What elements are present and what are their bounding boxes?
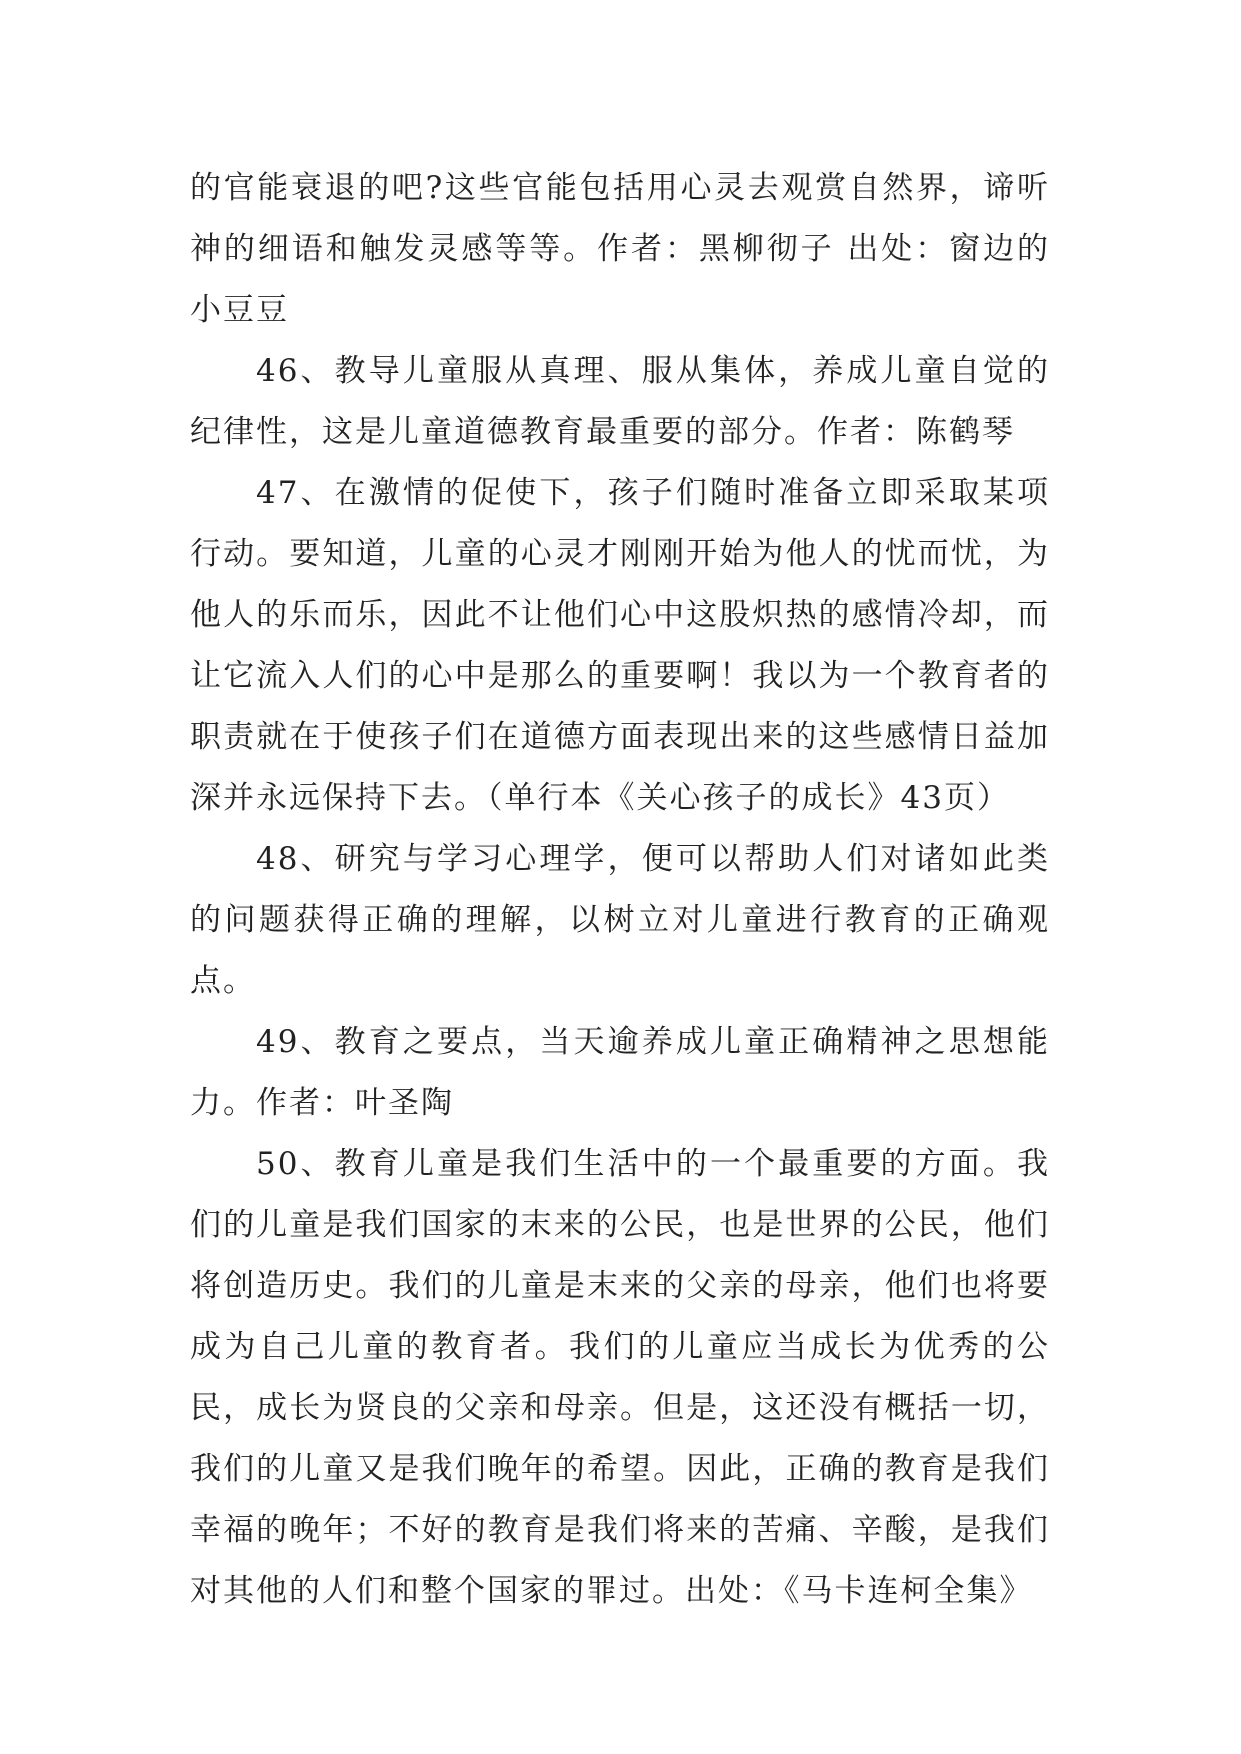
quote-48: 48、研究与学习心理学，便可以帮助人们对诸如此类的问题获得正确的理解，以树立对儿童进行教育的正确观点。: [190, 841, 1050, 999]
quote-47: 47、在激情的促使下，孩子们随时准备立即采取某项行动。要知道，儿童的心灵才刚刚开始为他人的忧而忧，为他人的乐而乐，因此不让他们心中这股炽热的感情冷却，而让它流入人们的心中是那么的重要啊！我以为一个教育者的职责就在于使孩子们在道德方面表现出来的这些感情日益加深并永远保持下去。（单行本《关心孩子的成长》43页）: [190, 475, 1050, 816]
paragraph-continuation: 的官能衰退的吧?这些官能包括用心灵去观赏自然界，谛听神的细语和触发灵感等等。作者：黑柳彻子 出处：窗边的小豆豆: [190, 170, 1050, 328]
quote-49: 49、教育之要点，当天逾养成儿童正确精神之思想能力。作者：叶圣陶: [190, 1024, 1050, 1121]
quote-46: 46、教导儿童服从真理、服从集体，养成儿童自觉的纪律性，这是儿童道德教育最重要的部分。作者：陈鹤琴: [190, 353, 1050, 450]
document-body: [190, 158, 1050, 1622]
quote-50: 50、教育儿童是我们生活中的一个最重要的方面。我们的儿童是我们国家的末来的公民，也是世界的公民，他们将创造历史。我们的儿童是末来的父亲的母亲，他们也将要成为自己儿童的教育者。我们的儿童应当成长为优秀的公民，成长为贤良的父亲和母亲。但是，这还没有概括一切，我们的儿童又是我们晚年的希望。因此，正确的教育是我们幸福的晚年；不好的教育是我们将来的苦痛、辛酸，是我们对其他的人们和整个国家的罪过。出处：《马卡连柯全集》: [190, 1146, 1050, 1609]
